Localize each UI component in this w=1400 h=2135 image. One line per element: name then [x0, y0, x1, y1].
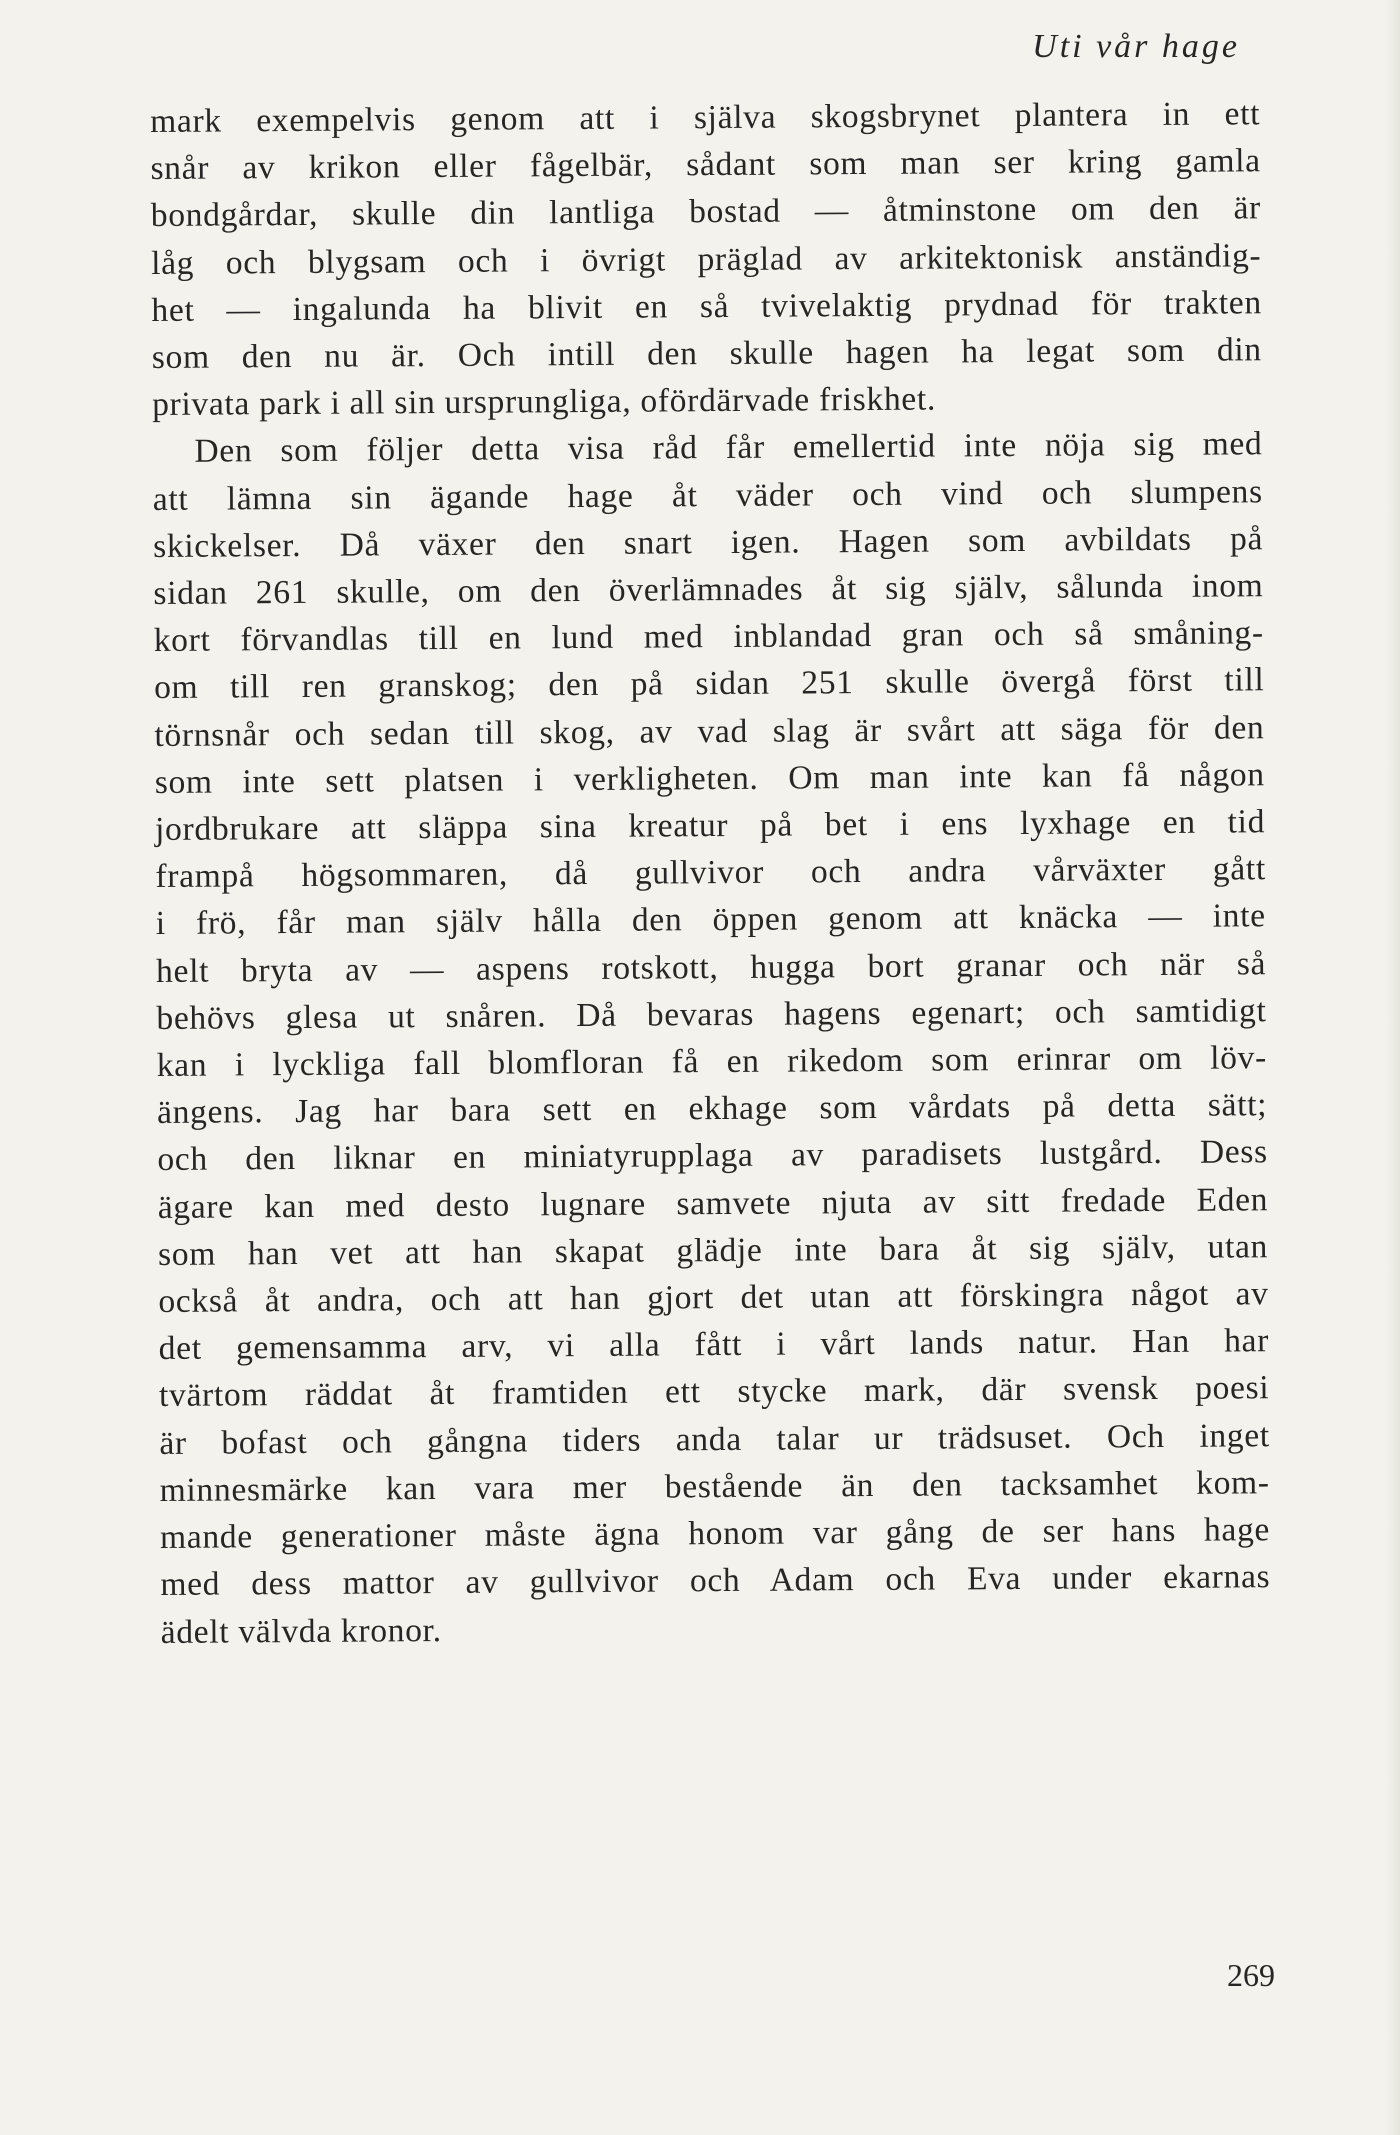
page-edge: [1386, 0, 1400, 2135]
text-line: mark exempelvis genom att i själva skogsbrynet plantera in ett: [150, 95, 1261, 140]
text-line: het — ingalunda ha blivit en så tvivelaktig prydnad för trakten: [151, 284, 1262, 329]
text-line: ägare kan med desto lugnare samvete njuta av sitt fredade Eden: [157, 1180, 1269, 1226]
text-line: minnesmärke kan vara mer bestående än den tacksamhet kom-: [159, 1464, 1270, 1509]
text-line: sidan 261 skulle, om den överlämnades åt sig själv, sålunda inom: [153, 567, 1264, 613]
text-line: jordbrukare att släppa sina kreatur på bet i ens lyxhage en tid: [154, 803, 1266, 849]
text-line: låg och blygsam och i övrigt präglad av arkitektonisk anständig-: [151, 236, 1262, 282]
text-line: att lämna sin ägande hage åt väder och vind och slumpens: [152, 472, 1263, 518]
text-line: skickelser. Då växer den snart igen. Hagen som avbildats på: [153, 520, 1264, 565]
text-line: mande generationer måste ägna honom var gång de ser hans hage: [159, 1511, 1271, 1557]
running-head: Uti vår hage: [1032, 28, 1240, 65]
text-line: det gemensamma arv, vi alla fått i vårt lands natur. Han har: [158, 1322, 1270, 1368]
text-line: behövs glesa ut snåren. Då bevaras hagens egenart; och samtidigt: [156, 992, 1267, 1037]
text-line: Den som följer detta visa råd får emellertid inte nöja sig med: [194, 425, 1263, 471]
page-number: 269: [1227, 1957, 1275, 1993]
text-line: helt bryta av — aspens rotskott, hugga bort granar och när så: [155, 944, 1267, 990]
text-line: ängens. Jag har bara sett en ekhage som vårdats på detta sätt;: [156, 1086, 1268, 1132]
text-line: som den nu är. Och intill den skulle hagen ha legat som din: [151, 331, 1262, 377]
text-line: om till ren granskog; den på sidan 251 skulle övergå först till: [153, 661, 1265, 707]
text-line: också åt andra, och att han gjort det utan att förskingra något av: [158, 1275, 1269, 1321]
text-line: som han vet att han skapat glädje inte bara åt sig själv, utan: [157, 1228, 1269, 1273]
text-line: och den liknar en miniatyrupplaga av paradisets lustgård. Dess: [157, 1133, 1268, 1179]
text-line: kan i lyckliga fall blomfloran få en rikedom som erinrar om löv-: [156, 1039, 1268, 1085]
text-line: kort förvandlas till en lund med inblandad gran och så småning-: [153, 614, 1264, 660]
text-line: snår av krikon eller fågelbär, sådant som man ser kring gamla: [150, 142, 1261, 188]
text-line: med dess mattor av gullvivor och Adam och Eva under ekarnas: [160, 1558, 1271, 1604]
text-line: i frö, får man själv hålla den öppen genom att knäcka — inte: [155, 897, 1266, 943]
text-line: privata park i all sin ursprungliga, ofördärvade friskhet.: [152, 380, 937, 424]
text-line: bondgårdar, skulle din lantliga bostad — åtminstone om den är: [150, 189, 1262, 235]
text-line: tvärtom räddat åt framtiden ett stycke mark, där svensk poesi: [158, 1369, 1270, 1415]
text-line: ädelt välvda kronor.: [160, 1611, 442, 1651]
text-line: som inte sett platsen i verkligheten. Om man inte kan få någon: [154, 756, 1265, 801]
text-line: är bofast och gångna tiders anda talar ur trädsuset. Och inget: [159, 1416, 1270, 1462]
text-line: törnsnår och sedan till skog, av vad slag är svårt att säga för den: [154, 708, 1265, 754]
body-text: [150, 90, 1271, 1655]
text-line: frampå högsommaren, då gullvivor och andra vårväxter gått: [155, 850, 1267, 896]
